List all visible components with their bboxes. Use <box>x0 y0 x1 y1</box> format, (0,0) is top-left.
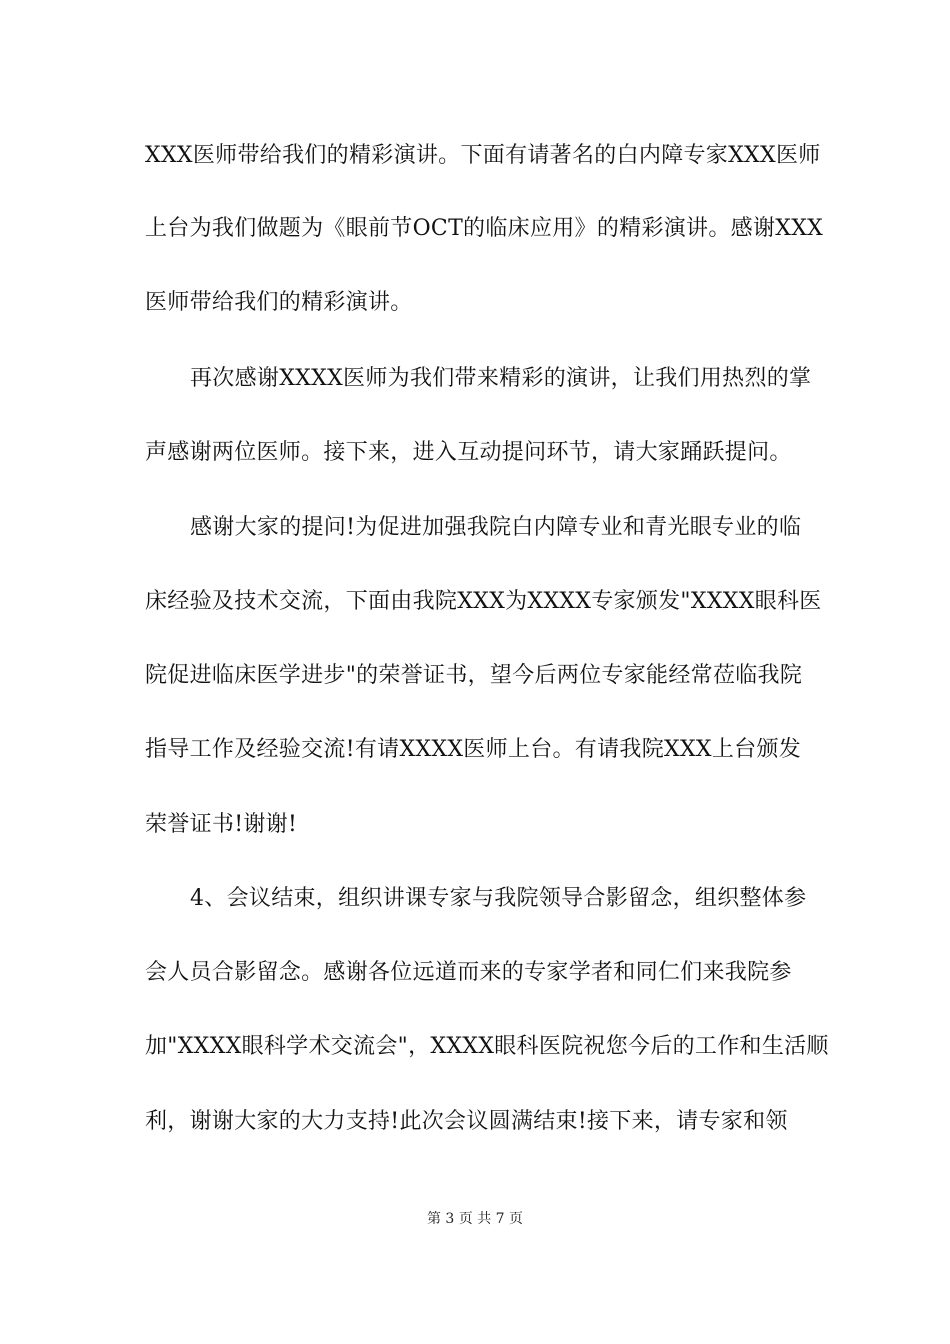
body-line: 荣誉证书!谢谢! <box>145 812 298 837</box>
body-line: 指导工作及经验交流!有请XXXX医师上台。有请我院XXX上台颁发 <box>145 737 802 762</box>
body-line: XXX医师带给我们的精彩演讲。下面有请著名的白内障专家XXX医师 <box>145 143 821 168</box>
page-footer <box>0 1208 950 1228</box>
body-line: 加"XXXX眼科学术交流会"，XXXX眼科医院祝您今后的工作和生活顺 <box>145 1034 829 1059</box>
body-line: 声感谢两位医师。接下来，进入互动提问环节，请大家踊跃提问。 <box>145 440 792 465</box>
body-line: 利，谢谢大家的大力支持!此次会议圆满结束!接下来，请专家和领 <box>145 1109 788 1134</box>
body-line: 会人员合影留念。感谢各位远道而来的专家学者和同仁们来我院参 <box>145 960 792 985</box>
body-line: 上台为我们做题为《眼前节OCT的临床应用》的精彩演讲。感谢XXX <box>145 216 824 241</box>
body-line: 床经验及技术交流，下面由我院XXX为XXXX专家颁发"XXXX眼科医 <box>145 589 822 614</box>
body-line: 院促进临床医学进步"的荣誉证书，望今后两位专家能经常莅临我院 <box>145 663 803 688</box>
page-number-label: 第 3 页 共 7 页 <box>426 1211 524 1227</box>
paragraph-first-line: 感谢大家的提问!为促进加强我院白内障专业和青光眼专业的临 <box>190 515 802 540</box>
body-line: 医师带给我们的精彩演讲。 <box>145 290 413 315</box>
paragraph-first-line: 再次感谢XXXX医师为我们带来精彩的演讲，让我们用热烈的掌 <box>190 366 812 391</box>
paragraph-first-line: 4、会议结束，组织讲课专家与我院领导合影留念，组织整体参 <box>190 886 807 911</box>
